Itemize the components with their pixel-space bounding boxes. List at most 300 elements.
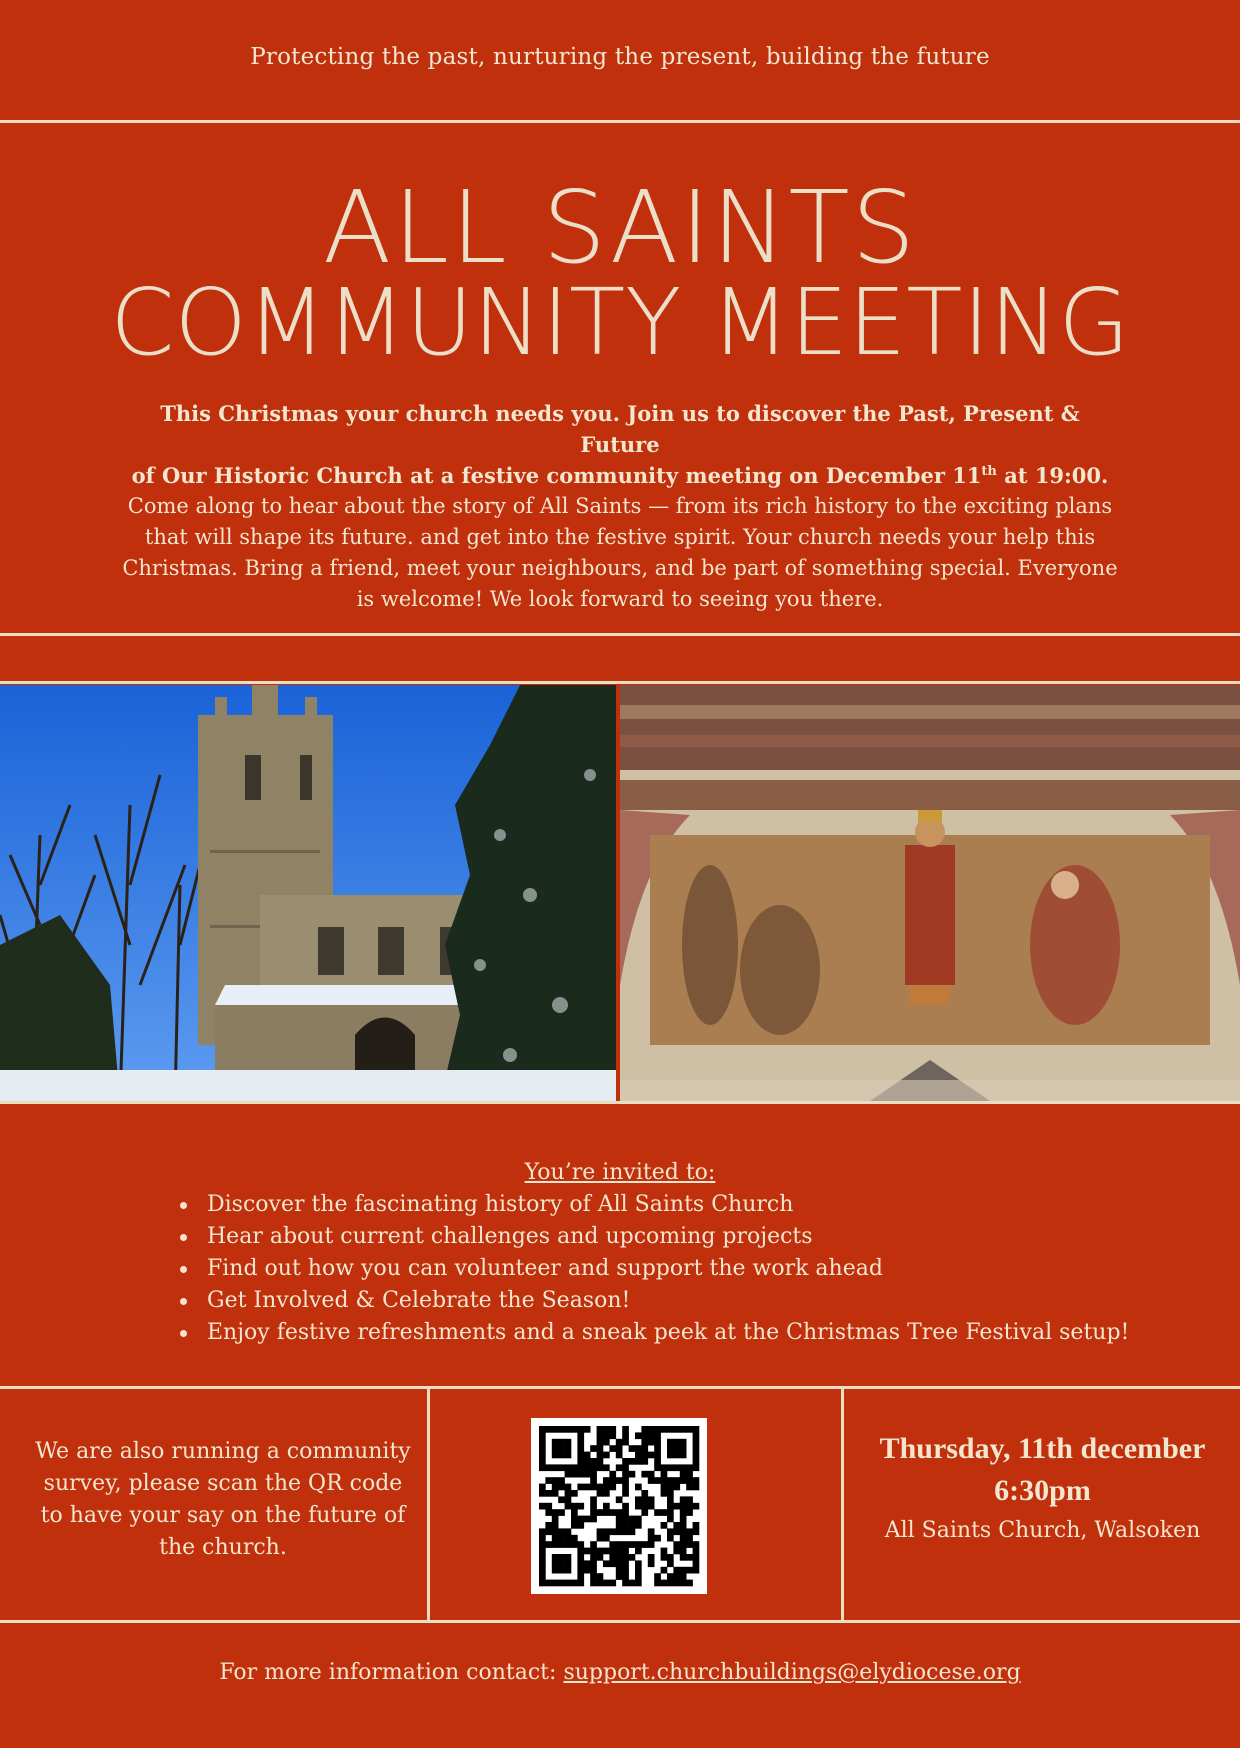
qr-module [673, 1541, 680, 1548]
qr-module [552, 1509, 559, 1516]
qr-module [539, 1535, 546, 1542]
qr-module [584, 1560, 591, 1567]
qr-module [635, 1445, 642, 1452]
qr-module [552, 1426, 559, 1433]
qr-module [565, 1541, 572, 1548]
qr-module [558, 1477, 565, 1484]
qr-module [622, 1528, 629, 1535]
qr-module [597, 1509, 604, 1516]
qr-module [641, 1496, 648, 1503]
qr-module [609, 1548, 616, 1555]
qr-module [558, 1484, 565, 1491]
qr-module [661, 1522, 668, 1529]
qr-module [603, 1503, 610, 1510]
qr-module [616, 1477, 623, 1484]
qr-module [680, 1439, 687, 1446]
qr-module [571, 1471, 578, 1478]
qr-module [609, 1477, 616, 1484]
qr-module [590, 1573, 597, 1580]
qr-module [667, 1560, 674, 1567]
qr-module [693, 1554, 700, 1561]
qr-module [616, 1541, 623, 1548]
qr-module [609, 1554, 616, 1561]
qr-module [552, 1464, 559, 1471]
event-date-time [845, 1428, 1240, 1512]
qr-module [577, 1452, 584, 1459]
qr-module [571, 1522, 578, 1529]
qr-module [680, 1496, 687, 1503]
qr-module [641, 1426, 648, 1433]
qr-module [654, 1580, 661, 1587]
qr-module [616, 1554, 623, 1561]
intro-bold-line-1: This Christmas your church needs you. Join us to discover the Past, Present & Future [160, 401, 1080, 457]
qr-module [603, 1464, 610, 1471]
invited-list-item: Find out how you can volunteer and support the work ahead [207, 1253, 1240, 1285]
invited-list-item: Discover the fascinating history of All Saints Church [207, 1189, 1240, 1221]
qr-module [609, 1445, 616, 1452]
qr-module [565, 1439, 572, 1446]
qr-module [648, 1439, 655, 1446]
qr-module [552, 1490, 559, 1497]
qr-module [629, 1541, 636, 1548]
qr-module [609, 1471, 616, 1478]
qr-module [680, 1522, 687, 1529]
qr-module [622, 1516, 629, 1523]
qr-module [641, 1471, 648, 1478]
qr-module [597, 1548, 604, 1555]
qr-module [667, 1535, 674, 1542]
qr-module [673, 1426, 680, 1433]
qr-module [622, 1522, 629, 1529]
qr-module [667, 1496, 674, 1503]
qr-module [609, 1432, 616, 1439]
qr-module [629, 1522, 636, 1529]
qr-module [661, 1554, 668, 1561]
qr-module [686, 1477, 693, 1484]
qr-module [565, 1496, 572, 1503]
qr-module [590, 1464, 597, 1471]
qr-module [558, 1496, 565, 1503]
qr-module [673, 1522, 680, 1529]
qr-module [571, 1509, 578, 1516]
qr-module [590, 1554, 597, 1561]
qr-module [641, 1490, 648, 1497]
qr-module [558, 1464, 565, 1471]
qr-module [667, 1464, 674, 1471]
invited-list-item: Hear about current challenges and upcoming projects [207, 1221, 1240, 1253]
qr-module [552, 1452, 559, 1459]
qr-module [693, 1452, 700, 1459]
qr-module [693, 1432, 700, 1439]
qr-module [616, 1528, 623, 1535]
qr-module [590, 1445, 597, 1452]
qr-module [545, 1522, 552, 1529]
qr-module [661, 1567, 668, 1574]
qr-module [590, 1509, 597, 1516]
qr-module [597, 1490, 604, 1497]
qr-module [597, 1580, 604, 1587]
qr-module [661, 1484, 668, 1491]
intro-bold-line-2: of Our Historic Church at a festive community meeting on December 11 [131, 463, 982, 488]
qr-module [577, 1439, 584, 1446]
qr-module [673, 1528, 680, 1535]
qr-module [558, 1541, 565, 1548]
qr-module [622, 1554, 629, 1561]
qr-module [648, 1432, 655, 1439]
qr-module [680, 1528, 687, 1535]
qr-module [545, 1509, 552, 1516]
qr-module [584, 1452, 591, 1459]
qr-module [539, 1445, 546, 1452]
qr-module [654, 1432, 661, 1439]
qr-module [577, 1580, 584, 1587]
qr-module [693, 1439, 700, 1446]
qr-module [622, 1471, 629, 1478]
qr-module [693, 1522, 700, 1529]
qr-module [667, 1445, 674, 1452]
qr-module [673, 1484, 680, 1491]
qr-module [616, 1516, 623, 1523]
church-interior-wall-painting-photo [620, 685, 1240, 1101]
qr-module [597, 1554, 604, 1561]
qr-module [603, 1580, 610, 1587]
qr-module [616, 1439, 623, 1446]
qr-module [565, 1490, 572, 1497]
qr-module [597, 1484, 604, 1491]
contact-email-link[interactable]: support.churchbuildings@elydiocese.org [563, 1660, 1021, 1685]
qr-module [558, 1567, 565, 1574]
qr-module [680, 1452, 687, 1459]
qr-module [686, 1464, 693, 1471]
qr-module [603, 1439, 610, 1446]
qr-module [590, 1458, 597, 1465]
qr-module [693, 1503, 700, 1510]
qr-module [635, 1516, 642, 1523]
qr-module [539, 1580, 546, 1587]
qr-module [584, 1458, 591, 1465]
qr-module [558, 1439, 565, 1446]
church-exterior-photo [0, 685, 616, 1101]
qr-module [558, 1426, 565, 1433]
qr-module [622, 1503, 629, 1510]
qr-module [545, 1426, 552, 1433]
qr-module [552, 1484, 559, 1491]
qr-module [577, 1522, 584, 1529]
qr-module [552, 1535, 559, 1542]
qr-module [565, 1503, 572, 1510]
qr-module [622, 1509, 629, 1516]
info-bottom-divider [0, 1620, 1240, 1623]
qr-module [667, 1516, 674, 1523]
qr-module [545, 1528, 552, 1535]
qr-module [558, 1452, 565, 1459]
qr-module [597, 1535, 604, 1542]
qr-module [603, 1548, 610, 1555]
qr-module [597, 1439, 604, 1446]
qr-module [654, 1452, 661, 1459]
qr-module [667, 1528, 674, 1535]
qr-module [673, 1439, 680, 1446]
qr-module [622, 1477, 629, 1484]
qr-module [680, 1548, 687, 1555]
qr-module [616, 1452, 623, 1459]
qr-module [571, 1541, 578, 1548]
qr-module [641, 1452, 648, 1459]
qr-module [577, 1567, 584, 1574]
qr-module [654, 1464, 661, 1471]
qr-module [667, 1580, 674, 1587]
qr-module [654, 1439, 661, 1446]
top-divider [0, 120, 1240, 123]
qr-module [597, 1458, 604, 1465]
qr-module [686, 1528, 693, 1535]
qr-module [673, 1503, 680, 1510]
qr-module [584, 1464, 591, 1471]
qr-module [648, 1535, 655, 1542]
qr-module [654, 1535, 661, 1542]
qr-module [686, 1541, 693, 1548]
qr-module [558, 1580, 565, 1587]
qr-module [545, 1580, 552, 1587]
qr-module [622, 1567, 629, 1574]
qr-module [616, 1509, 623, 1516]
qr-module [648, 1528, 655, 1535]
qr-module [545, 1477, 552, 1484]
qr-module [641, 1458, 648, 1465]
qr-module [635, 1560, 642, 1567]
qr-module [539, 1503, 546, 1510]
qr-module [661, 1548, 668, 1555]
qr-module [577, 1464, 584, 1471]
qr-module [629, 1554, 636, 1561]
event-venue: All Saints Church, Walsoken [884, 1518, 1201, 1543]
qr-module [552, 1560, 559, 1567]
qr-module [629, 1445, 636, 1452]
qr-module [654, 1573, 661, 1580]
qr-module [590, 1560, 597, 1567]
title-line-2: COMMUNITY MEETING [110, 269, 1130, 376]
qr-module [558, 1535, 565, 1542]
qr-module [590, 1541, 597, 1548]
qr-module [622, 1426, 629, 1433]
qr-module [609, 1560, 616, 1567]
qr-module [680, 1554, 687, 1561]
qr-module [654, 1458, 661, 1465]
qr-module [616, 1445, 623, 1452]
qr-module [641, 1541, 648, 1548]
qr-module [584, 1567, 591, 1574]
qr-module [641, 1445, 648, 1452]
qr-module [565, 1452, 572, 1459]
qr-module [648, 1477, 655, 1484]
qr-module [635, 1432, 642, 1439]
qr-module [597, 1452, 604, 1459]
qr-module [577, 1554, 584, 1561]
qr-module [603, 1490, 610, 1497]
qr-module [577, 1573, 584, 1580]
qr-module [667, 1509, 674, 1516]
qr-module [571, 1464, 578, 1471]
qr-module [603, 1509, 610, 1516]
intro-divider [0, 633, 1240, 636]
qr-module [545, 1464, 552, 1471]
qr-module [565, 1567, 572, 1574]
qr-module [609, 1484, 616, 1491]
event-date: Thursday, 11th december [879, 1432, 1206, 1465]
qr-module [635, 1522, 642, 1529]
qr-module [597, 1432, 604, 1439]
qr-module [577, 1503, 584, 1510]
qr-module [661, 1426, 668, 1433]
qr-module [609, 1528, 616, 1535]
qr-module [552, 1516, 559, 1523]
qr-module [603, 1528, 610, 1535]
qr-module [558, 1528, 565, 1535]
qr-module [680, 1573, 687, 1580]
qr-module [686, 1471, 693, 1478]
qr-module [648, 1560, 655, 1567]
qr-module [654, 1509, 661, 1516]
qr-module [680, 1471, 687, 1478]
qr-module [686, 1567, 693, 1574]
title-line-1: ALL SAINTS [322, 169, 918, 286]
qr-module [680, 1535, 687, 1542]
qr-module [680, 1477, 687, 1484]
qr-module [654, 1477, 661, 1484]
qr-module [597, 1445, 604, 1452]
qr-module [539, 1458, 546, 1465]
qr-module [629, 1516, 636, 1523]
qr-module [603, 1560, 610, 1567]
qr-module [661, 1490, 668, 1497]
qr-module [558, 1445, 565, 1452]
qr-module [558, 1509, 565, 1516]
qr-module [616, 1522, 623, 1529]
qr-module [673, 1477, 680, 1484]
qr-module [629, 1528, 636, 1535]
qr-module [667, 1439, 674, 1446]
qr-module [673, 1567, 680, 1574]
qr-module [565, 1580, 572, 1587]
qr-module [622, 1484, 629, 1491]
qr-module [686, 1535, 693, 1542]
qr-module [565, 1554, 572, 1561]
qr-module [693, 1464, 700, 1471]
qr-module [577, 1471, 584, 1478]
qr-module [667, 1573, 674, 1580]
qr-module [673, 1445, 680, 1452]
qr-module [552, 1439, 559, 1446]
contact-line [0, 1660, 1240, 1685]
qr-module [603, 1477, 610, 1484]
qr-module [667, 1477, 674, 1484]
qr-module [597, 1573, 604, 1580]
qr-module [571, 1580, 578, 1587]
qr-module [552, 1445, 559, 1452]
qr-module [552, 1554, 559, 1561]
qr-module [680, 1503, 687, 1510]
qr-code-image [531, 1418, 707, 1594]
qr-module [558, 1560, 565, 1567]
qr-module [609, 1426, 616, 1433]
intro-text [120, 398, 1120, 615]
qr-module [545, 1503, 552, 1510]
qr-module [693, 1477, 700, 1484]
qr-module [609, 1509, 616, 1516]
qr-module [693, 1528, 700, 1535]
qr-module [571, 1516, 578, 1523]
qr-module [539, 1464, 546, 1471]
qr-module [616, 1567, 623, 1574]
invited-list [0, 1189, 1240, 1349]
qr-module [641, 1509, 648, 1516]
qr-module [673, 1464, 680, 1471]
info-column-divider-2 [841, 1386, 844, 1623]
qr-module [667, 1554, 674, 1561]
qr-module [673, 1548, 680, 1555]
qr-module [597, 1426, 604, 1433]
survey-text: We are also running a community survey, please scan the QR code to have your say on the future of the church. [35, 1439, 411, 1560]
qr-module [667, 1484, 674, 1491]
qr-module [571, 1490, 578, 1497]
qr-module [539, 1432, 546, 1439]
qr-module [558, 1554, 565, 1561]
invited-heading: You’re invited to: [524, 1160, 716, 1185]
qr-module [680, 1464, 687, 1471]
qr-module [622, 1573, 629, 1580]
contact-label: For more information contact: [219, 1660, 564, 1685]
qr-module [686, 1503, 693, 1510]
qr-module [635, 1567, 642, 1574]
info-top-divider [0, 1386, 1240, 1389]
qr-module [635, 1580, 642, 1587]
qr-module [539, 1573, 546, 1580]
qr-module [565, 1560, 572, 1567]
qr-module [552, 1580, 559, 1587]
qr-module [603, 1452, 610, 1459]
qr-module [590, 1477, 597, 1484]
qr-module [539, 1484, 546, 1491]
qr-module [673, 1580, 680, 1587]
qr-module [654, 1426, 661, 1433]
qr-module [609, 1580, 616, 1587]
qr-module [673, 1452, 680, 1459]
qr-module [552, 1522, 559, 1529]
qr-module [680, 1567, 687, 1574]
qr-module [539, 1554, 546, 1561]
qr-module [667, 1452, 674, 1459]
qr-module [648, 1496, 655, 1503]
qr-module [629, 1458, 636, 1465]
qr-module [622, 1490, 629, 1497]
qr-module [565, 1535, 572, 1542]
qr-module [539, 1426, 546, 1433]
photos-bottom-divider [0, 1101, 1240, 1104]
qr-module [552, 1567, 559, 1574]
qr-code[interactable] [531, 1418, 707, 1594]
qr-module [693, 1458, 700, 1465]
qr-module [661, 1471, 668, 1478]
qr-module [622, 1439, 629, 1446]
qr-module [680, 1426, 687, 1433]
qr-module [641, 1503, 648, 1510]
qr-module [667, 1503, 674, 1510]
qr-module [590, 1548, 597, 1555]
qr-module [577, 1445, 584, 1452]
qr-module [571, 1426, 578, 1433]
qr-module [641, 1432, 648, 1439]
qr-module [648, 1471, 655, 1478]
